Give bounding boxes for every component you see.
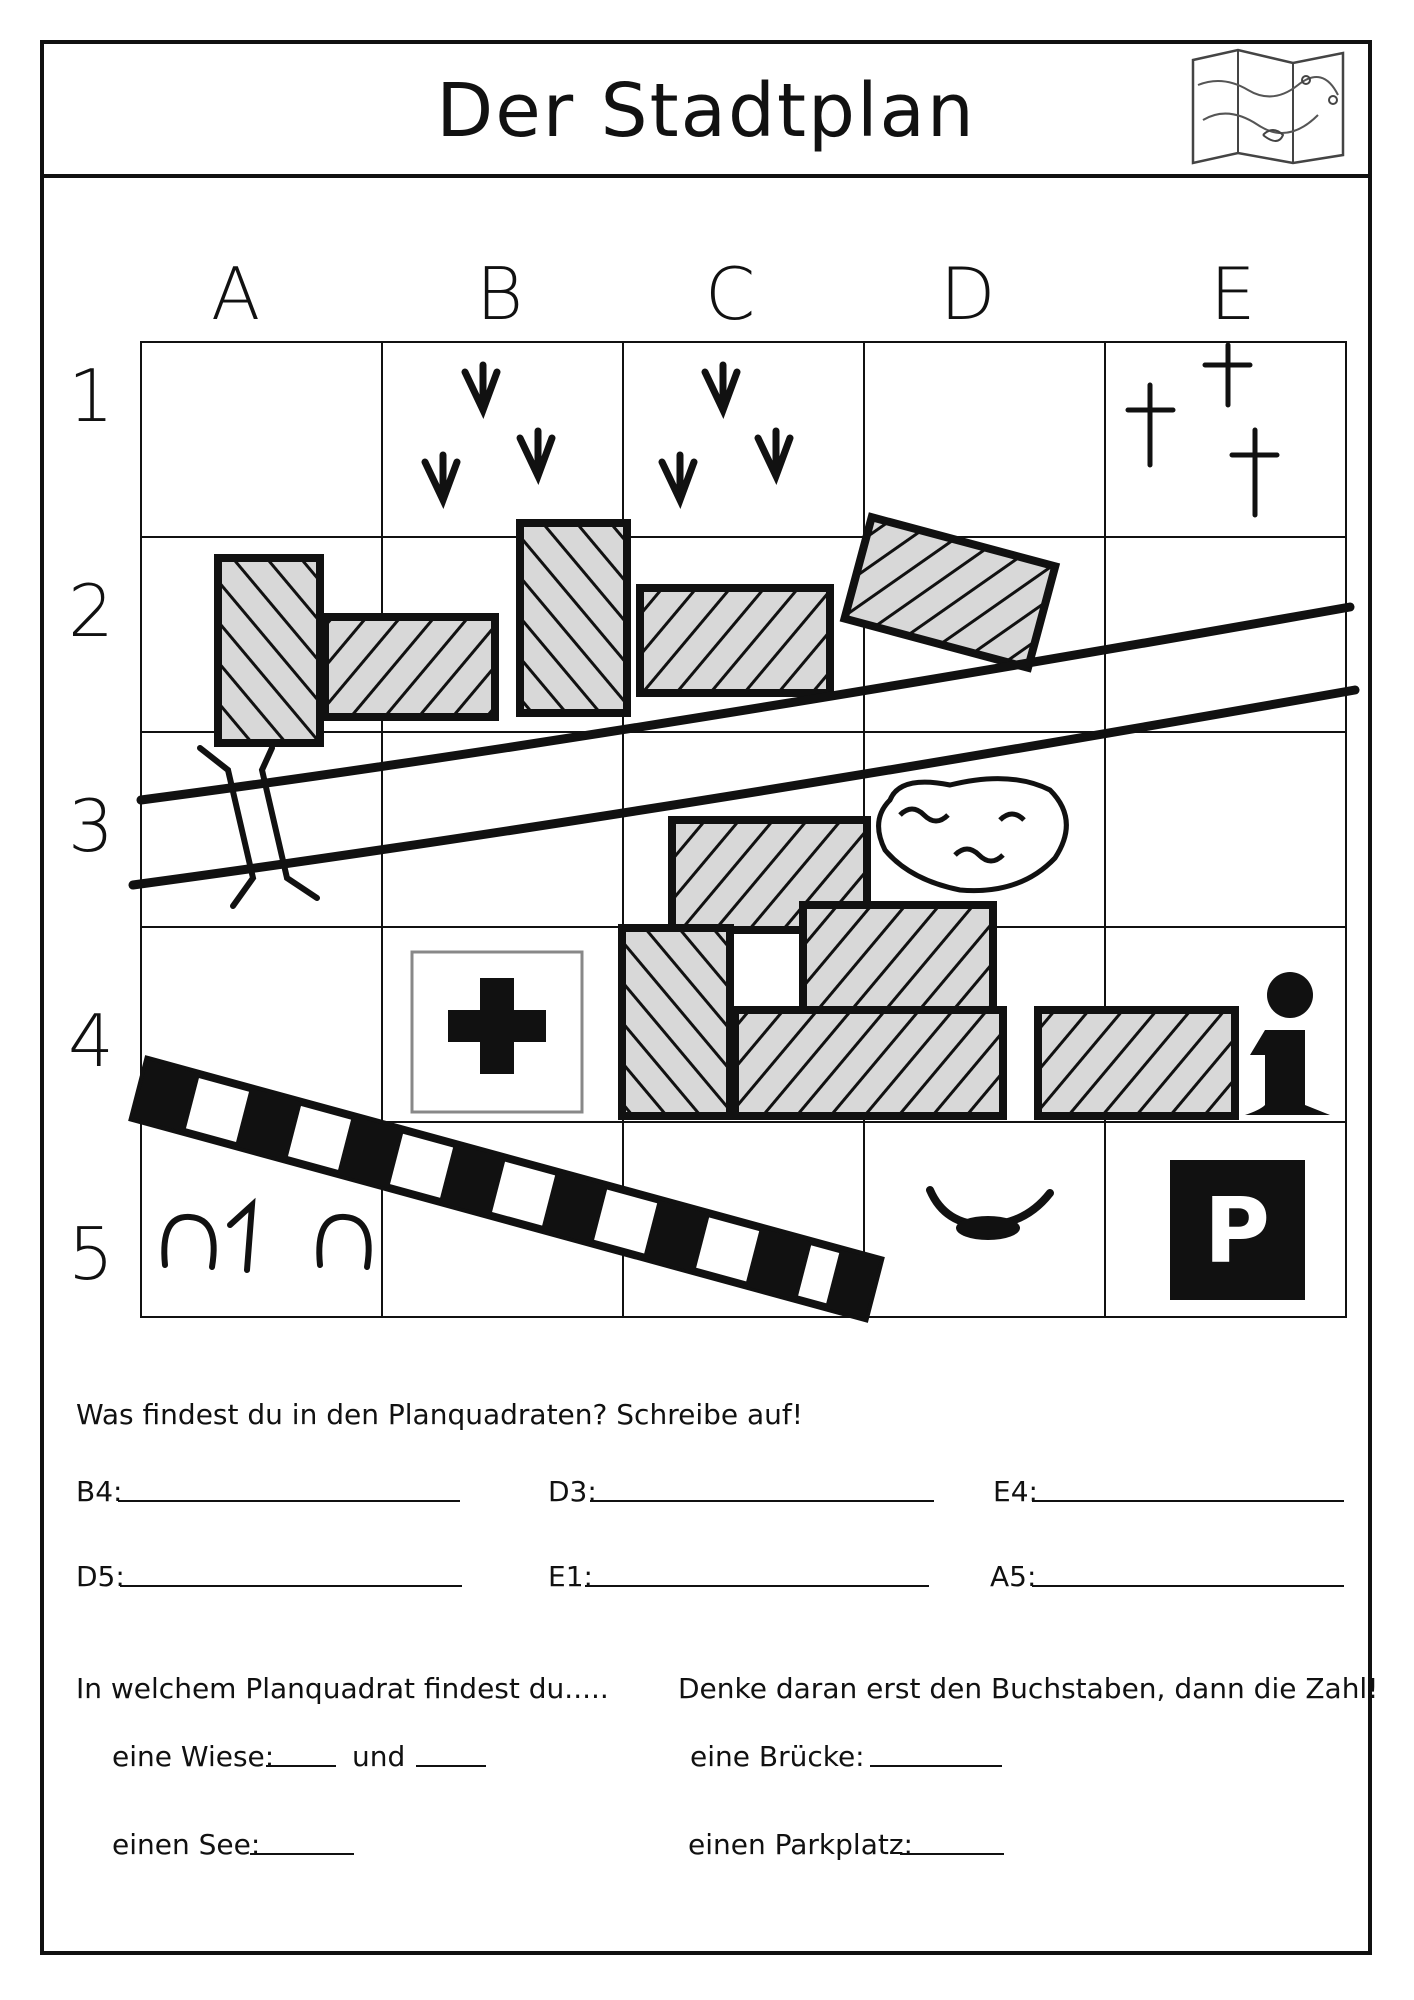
task2-hint: Denke daran erst den Buchstaben, dann die Zahl!	[678, 1672, 1379, 1705]
info-icon	[1245, 972, 1330, 1115]
row-header-4: 4	[68, 999, 114, 1083]
answer-field-b4[interactable]	[118, 1500, 460, 1502]
parking-icon	[1170, 1160, 1305, 1300]
column-header-c: C	[705, 252, 756, 336]
house-block-icon	[218, 517, 1055, 743]
column-header-e: E	[1210, 252, 1256, 336]
grass-icon	[662, 365, 790, 500]
label-bruecke: eine Brücke:	[690, 1740, 865, 1773]
label-e1: E1:	[548, 1560, 593, 1593]
answer-field-a5[interactable]	[1032, 1585, 1344, 1587]
label-e4: E4:	[993, 1475, 1038, 1508]
label-b4: B4:	[76, 1475, 123, 1508]
column-header-b: B	[476, 252, 524, 336]
column-header-d: D	[940, 252, 996, 336]
parking-letter: P	[1204, 1179, 1270, 1284]
grass-icon	[425, 365, 552, 500]
label-a5: A5:	[990, 1560, 1037, 1593]
answer-field-e1[interactable]	[585, 1585, 929, 1587]
row-header-3: 3	[68, 784, 114, 868]
task1-prompt: Was findest du in den Planquadraten? Schreibe auf!	[76, 1398, 803, 1431]
label-d5: D5:	[76, 1560, 125, 1593]
label-und: und	[352, 1740, 406, 1773]
answer-field-wiese-2[interactable]	[416, 1765, 486, 1767]
page-title: Der Stadtplan	[436, 68, 976, 154]
answer-field-wiese-1[interactable]	[266, 1765, 336, 1767]
label-wiese: eine Wiese:	[112, 1740, 275, 1773]
answer-field-d3[interactable]	[590, 1500, 934, 1502]
bridge-icon	[200, 748, 317, 906]
answer-field-see[interactable]	[250, 1853, 354, 1855]
row-header-2: 2	[68, 569, 114, 653]
column-header-a: A	[211, 252, 261, 336]
answer-field-parkplatz[interactable]	[900, 1853, 1004, 1855]
hospital-cross-icon	[412, 952, 582, 1112]
label-d3: D3:	[548, 1475, 597, 1508]
label-parkplatz: einen Parkplatz:	[688, 1828, 913, 1861]
answer-field-bruecke[interactable]	[870, 1765, 1002, 1767]
row-header-1: 1	[68, 354, 114, 438]
answer-field-e4[interactable]	[1032, 1500, 1344, 1502]
cemetery-cross-icon	[1128, 345, 1277, 515]
lake-icon	[879, 779, 1067, 891]
answer-field-d5[interactable]	[120, 1585, 462, 1587]
post-horn-icon	[930, 1190, 1050, 1240]
task2-prompt: In welchem Planquadrat findest du.....	[76, 1672, 609, 1705]
label-see: einen See:	[112, 1828, 261, 1861]
row-header-5: 5	[68, 1212, 114, 1296]
mountain-icon	[164, 1205, 368, 1270]
